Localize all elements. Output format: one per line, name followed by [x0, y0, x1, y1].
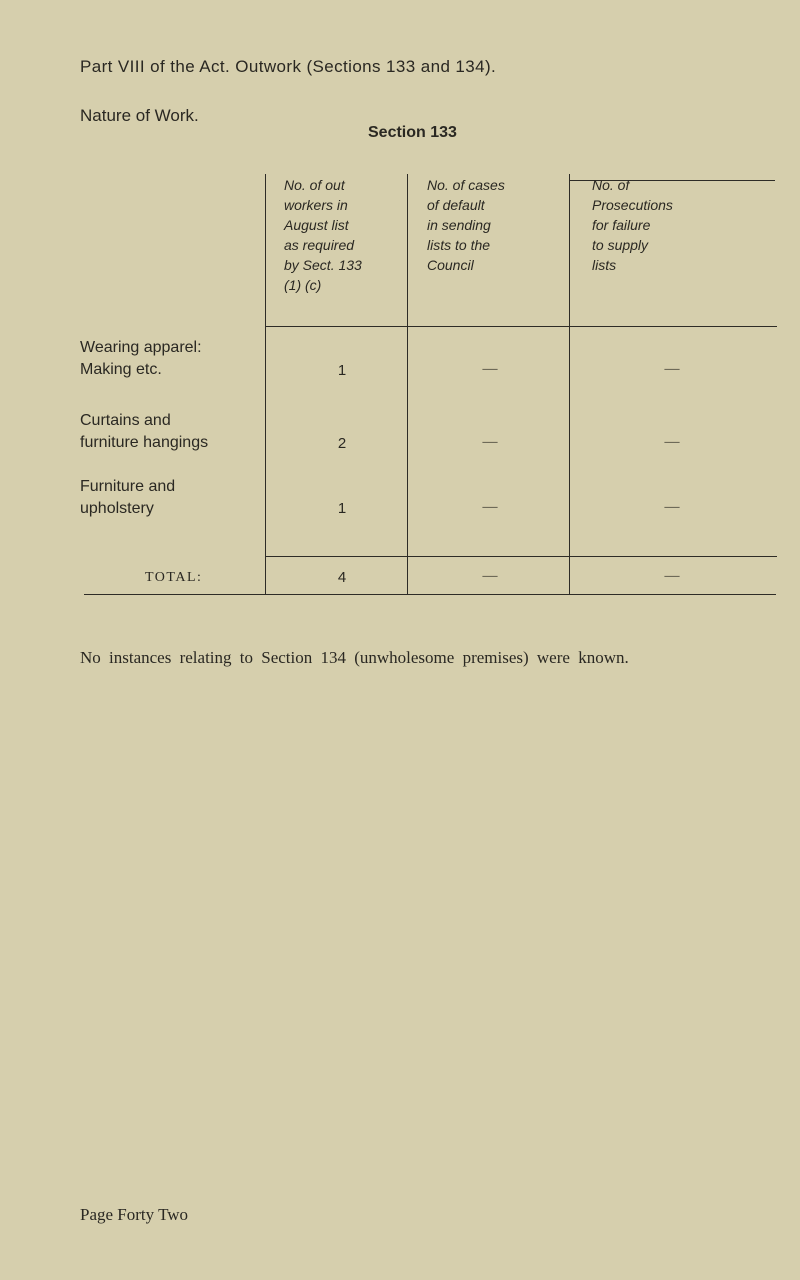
header-bottom-rule — [265, 326, 777, 327]
total-cell: — — [664, 568, 680, 584]
total-cell: 4 — [337, 569, 347, 586]
column-divider-3 — [569, 174, 570, 594]
row-label-curtains: Curtains and furniture hangings — [80, 412, 209, 451]
table-cell: — — [482, 361, 498, 377]
row-label-wearing-apparel: Wearing apparel: Making etc. — [80, 339, 202, 378]
column-divider-2 — [407, 174, 408, 594]
total-cell: — — [482, 568, 498, 584]
table-cell: — — [482, 434, 498, 450]
table-cell: — — [664, 361, 680, 377]
table-cell: — — [664, 499, 680, 515]
table-bottom-rule — [84, 594, 776, 595]
table-cell: — — [482, 499, 498, 515]
table-cell: 1 — [337, 500, 347, 517]
column-divider-1 — [265, 174, 266, 594]
row-label-furniture: Furniture and upholstery — [80, 478, 176, 517]
total-label: TOTAL: — [145, 570, 203, 585]
nature-of-work-label: Nature of Work. — [80, 106, 199, 125]
page-number: Page Forty Two — [80, 1205, 189, 1224]
section-134-note: No instances relating to Section 134 (unwholesome premises) were known. — [80, 648, 629, 667]
section-title: Section 133 — [368, 124, 457, 141]
total-top-rule — [265, 556, 777, 557]
page-heading: Part VIII of the Act. Outwork (Sections 133 and 134). — [80, 57, 497, 76]
table-cell: — — [664, 434, 680, 450]
table-cell: 1 — [337, 362, 347, 379]
column-header-prosecutions: No. of Prosecutions for failure to supply lists — [592, 177, 673, 273]
column-header-default-cases: No. of cases of default in sending lists to the Council — [427, 177, 505, 273]
column-header-outworkers: No. of out workers in August list as required by Sect. 133 (1) (c) — [284, 177, 362, 293]
table-cell: 2 — [337, 435, 347, 452]
